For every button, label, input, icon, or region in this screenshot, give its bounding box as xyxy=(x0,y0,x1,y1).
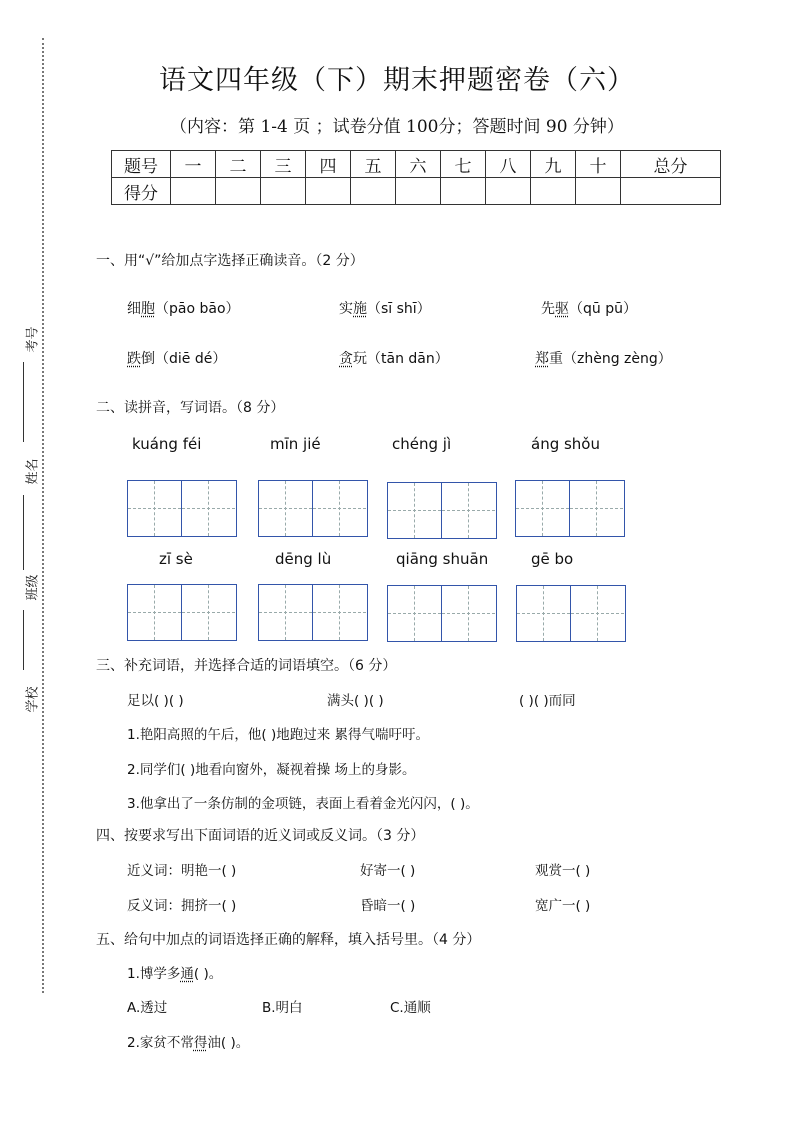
pinyin-label: dēng lù xyxy=(275,550,332,568)
fill-blank-idiom[interactable]: ( )( )而同 xyxy=(519,693,576,709)
sidebar-exam-no-label: 考号 xyxy=(25,326,41,353)
score-table xyxy=(111,150,721,205)
sidebar-class-label: 班级 xyxy=(25,574,41,601)
score-cell: 九 xyxy=(531,151,576,178)
section-5-title: 五、给句中加点的词语选择正确的解释，填入括号里。（4 分） xyxy=(96,932,481,948)
writing-cell[interactable] xyxy=(128,585,182,640)
writing-cell[interactable] xyxy=(313,585,366,640)
writing-grid[interactable] xyxy=(258,584,368,641)
dotted-char: 郑 xyxy=(535,351,549,367)
item-options: （zhèng zèng） xyxy=(563,351,672,367)
pinyin-label: gē bo xyxy=(531,550,574,568)
pinyin-label: zī sè xyxy=(159,550,193,568)
synonym-blank[interactable]: 近义词：明艳一( ) xyxy=(127,863,237,879)
score-cell: 十 xyxy=(576,151,621,178)
score-row-label: 得分 xyxy=(112,178,171,205)
score-table-header-row xyxy=(112,151,721,178)
question-text: 2.家贫不常 xyxy=(127,1035,194,1051)
question-line[interactable]: 3.他拿出了一条仿制的金项链，表面上看着金光闪闪，( )。 xyxy=(127,796,479,812)
score-table-score-row xyxy=(112,178,721,205)
item-text: 玩 xyxy=(353,351,367,367)
sidebar-class-line xyxy=(23,610,24,670)
section-3-title: 三、补充词语，并选择合适的词语填空。（6 分） xyxy=(96,658,397,674)
item-text: 实 xyxy=(339,301,353,317)
score-input-cell[interactable] xyxy=(306,178,351,205)
item-text: 细 xyxy=(127,301,141,317)
pinyin-label: chéng jì xyxy=(392,435,452,453)
score-cell: 二 xyxy=(216,151,261,178)
section-2-title: 二、读拼音，写词语。（8 分） xyxy=(96,400,285,416)
page-title: 语文四年级（下）期末押题密卷（六） xyxy=(159,65,635,96)
writing-grid[interactable] xyxy=(515,480,625,537)
answer-blank[interactable]: 油( )。 xyxy=(207,1035,250,1051)
score-input-cell[interactable] xyxy=(441,178,486,205)
pinyin-label: kuáng féi xyxy=(132,435,202,453)
score-input-cell[interactable] xyxy=(216,178,261,205)
score-cell: 六 xyxy=(396,151,441,178)
writing-grid[interactable] xyxy=(127,584,237,641)
score-input-cell[interactable] xyxy=(261,178,306,205)
dotted-char: 跌 xyxy=(127,351,141,367)
dotted-char: 贪 xyxy=(339,351,353,367)
sidebar-name-label: 姓名 xyxy=(25,458,41,485)
writing-grid[interactable] xyxy=(258,480,368,537)
sidebar-school-label: 学校 xyxy=(25,686,41,713)
score-input-cell[interactable] xyxy=(621,178,721,205)
pinyin-label: mīn jié xyxy=(270,435,321,453)
writing-cell[interactable] xyxy=(442,483,495,538)
score-input-cell[interactable] xyxy=(531,178,576,205)
score-input-cell[interactable] xyxy=(486,178,531,205)
fill-blank-idiom[interactable]: 满头( )( ) xyxy=(327,693,384,709)
score-input-cell[interactable] xyxy=(171,178,216,205)
pinyin-choice-item[interactable] xyxy=(339,348,449,368)
writing-cell[interactable] xyxy=(388,586,442,641)
question-line[interactable] xyxy=(127,962,222,982)
item-options: （qū pū） xyxy=(569,301,637,317)
score-input-cell[interactable] xyxy=(396,178,441,205)
option-a: A.透过 xyxy=(127,1000,168,1016)
pinyin-choice-item[interactable] xyxy=(127,298,240,318)
sidebar-name-line xyxy=(23,495,24,570)
writing-cell[interactable] xyxy=(259,585,313,640)
page-subtitle: （内容：第 1-4 页 ；试卷分值 100分；答题时间 90 分钟） xyxy=(170,117,624,137)
writing-cell[interactable] xyxy=(182,481,235,536)
writing-grid[interactable] xyxy=(127,480,237,537)
pinyin-choice-item[interactable] xyxy=(535,348,672,368)
section-1-title: 一、用“√”给加点字选择正确读音。（2 分） xyxy=(96,253,364,269)
question-line[interactable]: 2.同学们( )地看向窗外，凝视着操 场上的身影。 xyxy=(127,762,416,778)
dotted-char: 施 xyxy=(353,301,367,317)
antonym-blank[interactable]: 宽广一( ) xyxy=(535,898,591,914)
writing-cell[interactable] xyxy=(442,586,495,641)
writing-cell[interactable] xyxy=(388,483,442,538)
question-text: 1.博学多 xyxy=(127,966,181,982)
score-cell: 总分 xyxy=(621,151,721,178)
writing-grid[interactable] xyxy=(387,482,497,539)
writing-cell[interactable] xyxy=(570,481,623,536)
section-4-title: 四、按要求写出下面词语的近义词或反义词。（3 分） xyxy=(96,828,425,844)
item-options: （pāo bāo） xyxy=(155,301,240,317)
score-input-cell[interactable] xyxy=(351,178,396,205)
writing-cell[interactable] xyxy=(517,586,571,641)
option-c: C.通顺 xyxy=(390,1000,431,1016)
score-cell: 五 xyxy=(351,151,396,178)
pinyin-label: áng shǒu xyxy=(531,435,600,453)
synonym-blank[interactable]: 好寄一( ) xyxy=(360,863,416,879)
writing-cell[interactable] xyxy=(259,481,313,536)
writing-cell[interactable] xyxy=(313,481,366,536)
item-options: （diē dé） xyxy=(155,351,227,367)
item-text: 先 xyxy=(541,301,555,317)
item-options: （tān dān） xyxy=(367,351,449,367)
score-input-cell[interactable] xyxy=(576,178,621,205)
option-b: B.明白 xyxy=(262,1000,303,1016)
answer-blank[interactable]: ( )。 xyxy=(193,966,223,982)
dotted-char: 得 xyxy=(193,1035,208,1051)
score-cell: 一 xyxy=(171,151,216,178)
score-cell: 三 xyxy=(261,151,306,178)
pinyin-choice-item[interactable] xyxy=(541,298,637,318)
score-cell: 题号 xyxy=(112,151,171,178)
dotted-char: 胞 xyxy=(141,301,155,317)
score-cell: 八 xyxy=(486,151,531,178)
writing-grid[interactable] xyxy=(516,585,626,642)
pinyin-choice-item[interactable] xyxy=(339,298,431,318)
item-text: 倒 xyxy=(141,351,155,367)
pinyin-label: qiāng shuān xyxy=(396,550,489,568)
writing-grid[interactable] xyxy=(387,585,497,642)
question-line[interactable]: 1.艳阳高照的午后，他( )地跑过来 累得气喘吁吁。 xyxy=(127,727,429,743)
score-cell: 七 xyxy=(441,151,486,178)
synonym-blank[interactable]: 观赏一( ) xyxy=(535,863,591,879)
item-text: 重 xyxy=(549,351,563,367)
dotted-char: 驱 xyxy=(555,301,569,317)
pinyin-choice-item[interactable] xyxy=(127,348,226,368)
antonym-blank[interactable]: 昏暗一( ) xyxy=(360,898,416,914)
dotted-char: 通 xyxy=(180,966,194,982)
score-cell: 四 xyxy=(306,151,351,178)
fill-blank-idiom[interactable]: 足以( )( ) xyxy=(127,693,184,709)
writing-cell[interactable] xyxy=(128,481,182,536)
antonym-blank[interactable]: 反义词：拥挤一( ) xyxy=(127,898,237,914)
writing-cell[interactable] xyxy=(571,586,624,641)
writing-cell[interactable] xyxy=(516,481,570,536)
writing-cell[interactable] xyxy=(182,585,235,640)
item-options: （sī shī） xyxy=(367,301,431,317)
question-line[interactable] xyxy=(127,1031,249,1051)
binding-dotted-line xyxy=(42,38,44,993)
sidebar-exam-no-line xyxy=(23,362,24,442)
